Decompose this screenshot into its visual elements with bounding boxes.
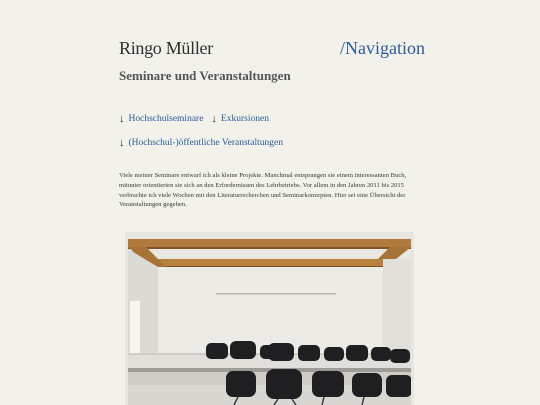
navigation-link[interactable]: /Navigation <box>340 38 425 58</box>
jump-link-label: Hochschulseminare <box>128 114 204 124</box>
page-title: Seminare und Veranstaltungen <box>119 68 291 83</box>
jump-link-oeffentliche-veranstaltungen[interactable] <box>119 137 283 149</box>
jump-link-label: Exkursionen <box>220 114 269 124</box>
seminar-room-photo <box>128 235 411 405</box>
jump-link-exkursionen[interactable] <box>211 113 269 125</box>
arrow-down-icon: ↓ <box>119 113 125 125</box>
intro-paragraph: Viele meiner Seminare entwarf ich als kleine Projekte. Manchmal entsprangen sie einem interessanten Buch, mitunter orientierten sie sich an den Erfordernissen des Lehrbetriebs. Vor allem in den Jahren 2011 bis 2015 verbrachte ich viele Wochen mit den Literaturrecherchen und Seminarkonzepten. Hier sei eine Übersicht der Veranstaltungen gegeben. <box>119 172 407 209</box>
arrow-down-icon: ↓ <box>119 137 125 149</box>
jump-links <box>119 112 439 160</box>
jump-row-1 <box>119 112 439 126</box>
site-title[interactable]: Ringo Müller <box>119 38 213 58</box>
jump-link-label: (Hochschul-)öffentliche Veranstaltungen <box>128 138 284 148</box>
seminar-room-illustration <box>128 235 411 405</box>
jump-row-2 <box>119 136 439 150</box>
jump-link-hochschulseminare[interactable] <box>119 113 203 125</box>
arrow-down-icon: ↓ <box>211 113 217 125</box>
